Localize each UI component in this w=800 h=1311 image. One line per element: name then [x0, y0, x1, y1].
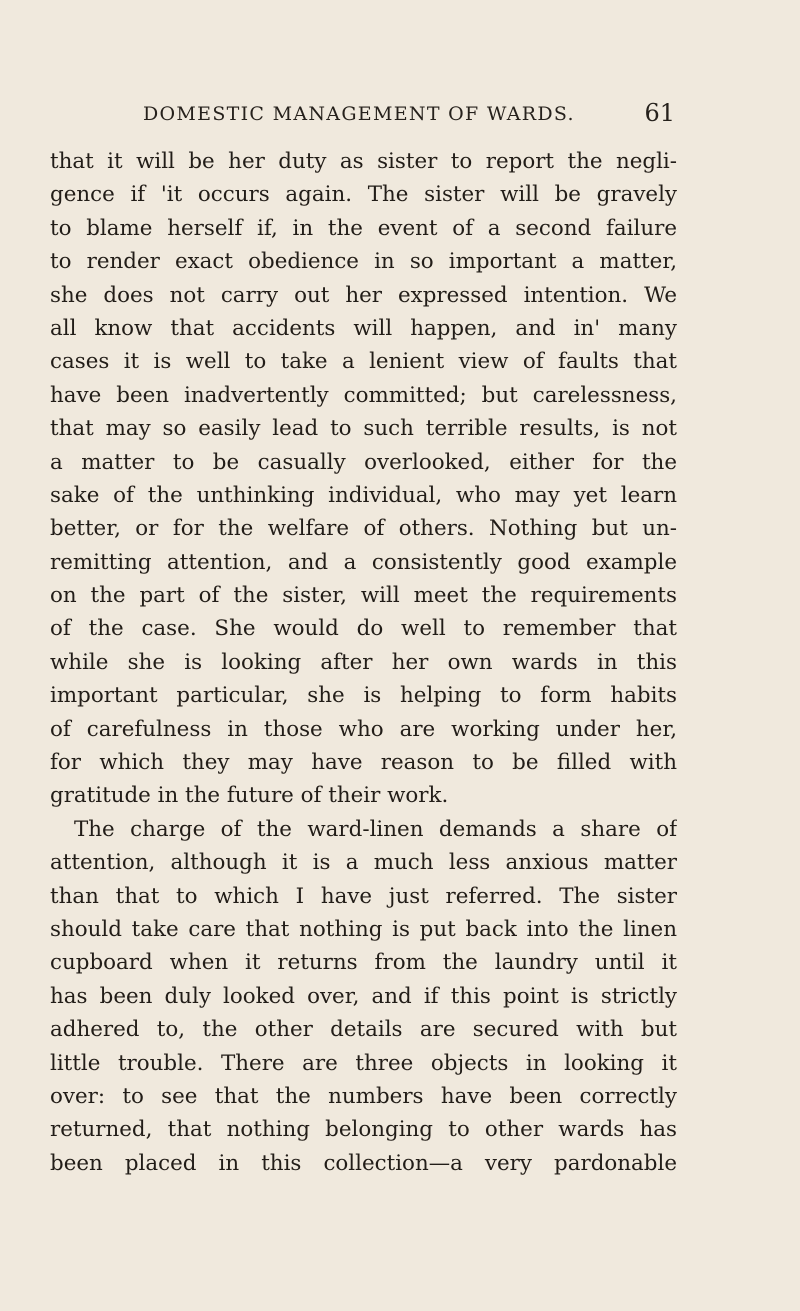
text-line: she does not carry out her expressed intention. We: [50, 282, 677, 308]
text-line: than that to which I have just referred. The sister: [50, 883, 677, 909]
text-line: sake of the unthinking individual, who may yet learn: [50, 482, 677, 508]
text-line: have been inadvertently committed; but carelessness,: [50, 382, 677, 408]
text-line: that may so easily lead to such terrible results, is not: [50, 416, 677, 442]
text-line: gratitude in the future of their work.: [50, 783, 449, 809]
text-line: should take care that nothing is put back into the linen: [50, 916, 677, 942]
text-line: adhered to, the other details are secured with but: [50, 1017, 677, 1043]
paragraph-start-line: The charge of the ward-linen demands a share of: [74, 816, 677, 842]
text-line: little trouble. There are three objects in looking it: [50, 1050, 677, 1076]
text-line: all know that accidents will happen, and in' many: [50, 315, 677, 341]
text-line: on the part of the sister, will meet the requirements: [50, 583, 677, 609]
text-line: important particular, she is helping to form habits: [50, 683, 677, 709]
text-line: been placed in this collection—a very pardonable: [50, 1150, 677, 1176]
text-line: better, or for the welfare of others. Nothing but un-: [50, 516, 677, 542]
body-text: [50, 145, 677, 1180]
text-line: to render exact obedience in so important a matter,: [50, 249, 677, 275]
text-line: of carefulness in those who are working under her,: [50, 716, 677, 742]
text-line: attention, although it is a much less anxious matter: [50, 850, 677, 876]
text-line: over: to see that the numbers have been correctly: [50, 1083, 677, 1109]
page-number: 61: [644, 99, 675, 127]
text-line: a matter to be casually overlooked, either for the: [50, 449, 677, 475]
text-line: to blame herself if, in the event of a second failure: [50, 215, 677, 241]
text-line: returned, that nothing belonging to other wards has: [50, 1117, 677, 1143]
text-line: remitting attention, and a consistently good example: [50, 549, 677, 575]
text-line: that it will be her duty as sister to report the negli-: [50, 149, 677, 174]
running-head: [143, 99, 675, 133]
text-line: cupboard when it returns from the laundry until it: [50, 950, 677, 976]
text-line: has been duly looked over, and if this point is strictly: [50, 983, 677, 1009]
text-line: while she is looking after her own wards in this: [50, 649, 677, 675]
text-line: of the case. She would do well to remember that: [50, 616, 677, 642]
text-line: gence if 'it occurs again. The sister will be gravely: [50, 182, 677, 208]
text-line: cases it is well to take a lenient view of faults that: [50, 349, 677, 375]
text-line: for which they may have reason to be filled with: [50, 750, 677, 776]
running-title: DOMESTIC MANAGEMENT OF WARDS.: [143, 103, 575, 125]
